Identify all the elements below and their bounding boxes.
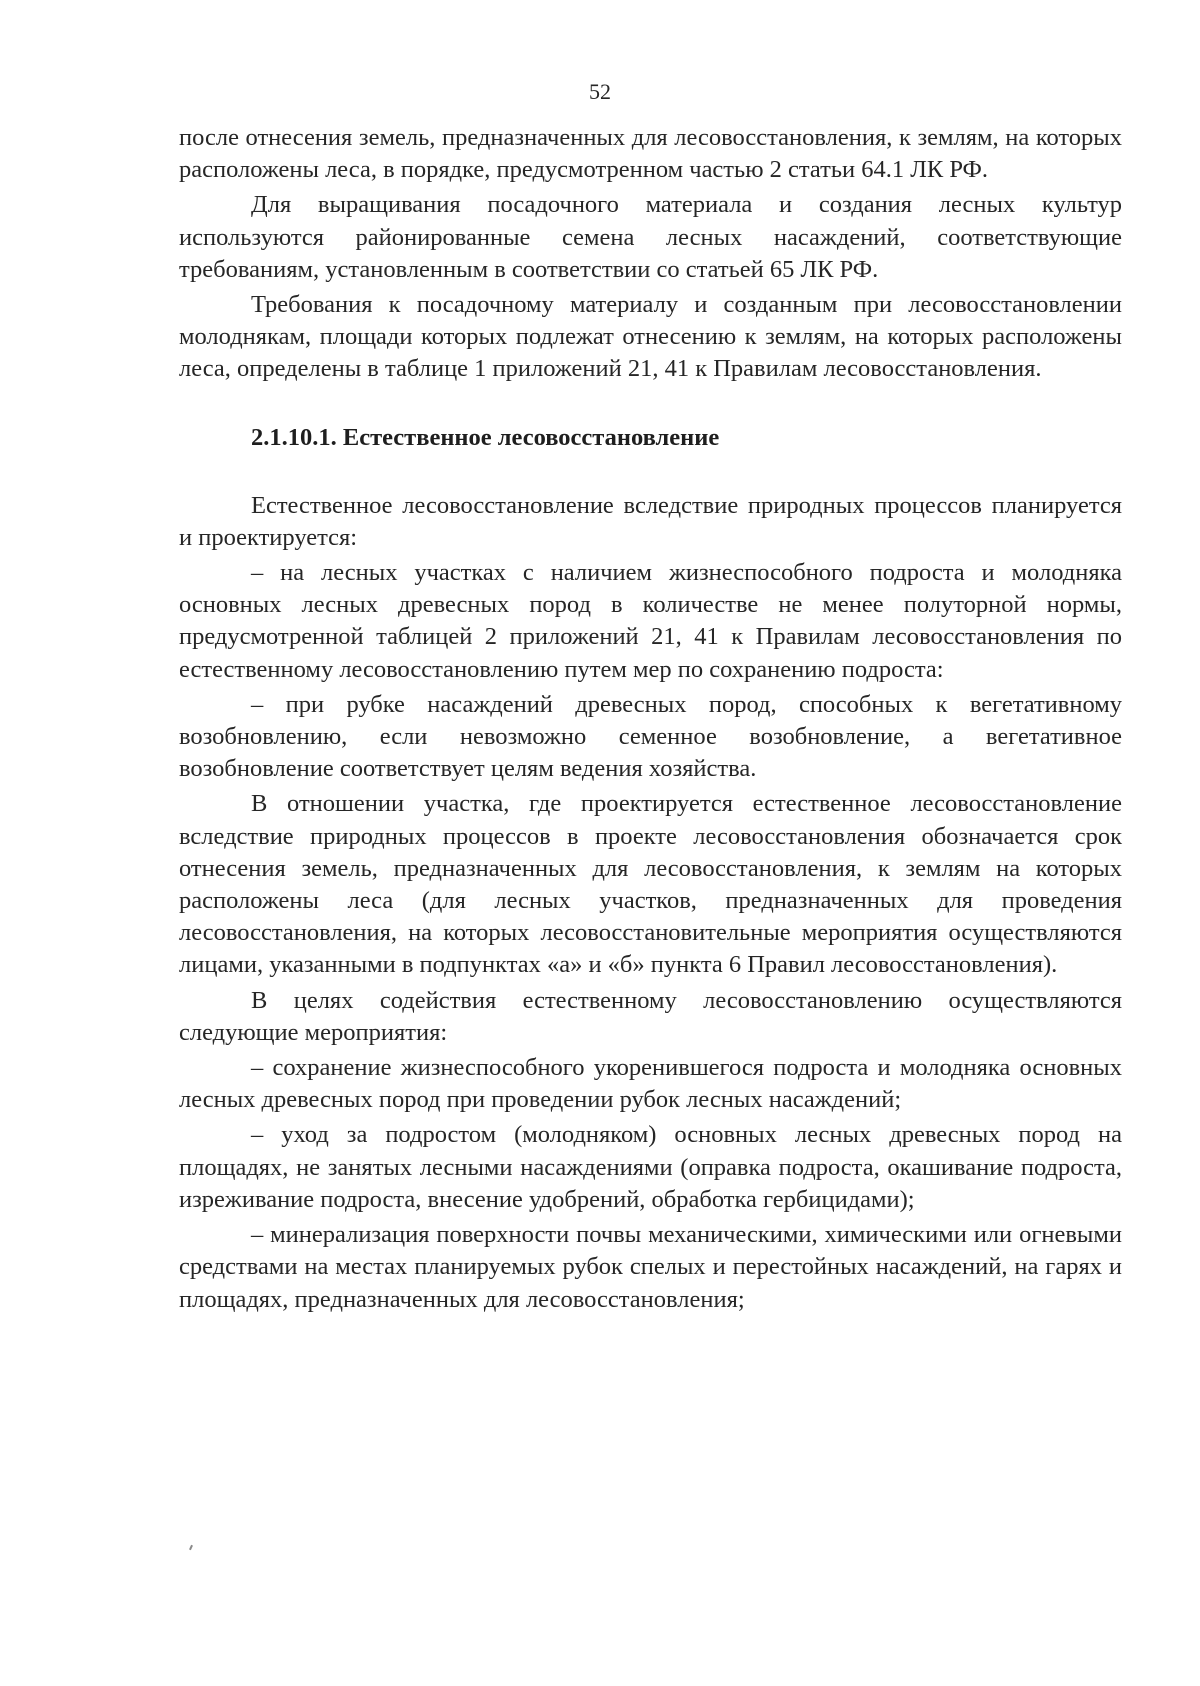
paragraph-natural-intro: Естественное лесовосстановление вследствие природных процессов планируется и проектируется: [179,491,1122,551]
list-item-care: – уход за подростом (молодняком) основных лесных древесных пород на площадях, не занятых лесными насаждениями (оправка подроста, окашивание подроста, изреживание подроста, внесение удобрений, обработка гербицидами); [179,1121,1122,1213]
scan-speck [189,1545,193,1550]
list-item-vegetative: – при рубке насаждений древесных пород, способных к вегетативному возобновлению, если невозможно семенное возобновление, а вегетативное возобновление соответствует целям ведения хозяйства. [179,690,1122,783]
page-number: 52 [589,79,611,104]
list-item-mineralization: – минерализация поверхности почвы механическими, химическими или огневыми средствами на местах планируемых рубок спелых и перестойных насаждений, на гарях и площадях, предназначенных для лесовосстановления; [179,1221,1122,1313]
paragraph-measures-intro: В целях содействия естественному лесовосстановлению осуществляются следующие мероприятия: [179,986,1122,1046]
paragraph-requirements: Требования к посадочному материалу и созданным при лесовосстановлении молоднякам, площади которых подлежат отнесению к землям, на которых расположены леса, определены в таблице 1 приложений 21, 41 к Правилам лесовосстановления. [179,291,1122,383]
section-heading: 2.1.10.1. Естественное лесовосстановление [251,423,720,451]
list-item-preservation: – сохранение жизнеспособного укоренившегося подроста и молодняка основных лесных древесных пород при проведении рубок лесных насаждений; [179,1054,1122,1114]
paragraph-site-term: В отношении участка, где проектируется естественное лесовосстановление вследствие природных процессов в проекте лесовосстановления обозначается срок отнесения земель, предназначенных для лесовосстановления, к землям на которых расположены леса (для лесных участков, предназначенных для проведения лесовосстановления, на которых лесовосстановительные мероприятия осуществляются лицами, указанными в подпунктах «а» и «б» пункта 6 Правил лесовосстановления). [179,790,1122,979]
paragraph-planting-material: Для выращивания посадочного материала и создания лесных культур используются районированные семена лесных насаждений, соответствующие требованиям, установленным в соответствии со статьей 65 ЛК РФ. [179,191,1122,283]
list-item-undergrowth: – на лесных участках с наличием жизнеспособного подроста и молодняка основных лесных древесных пород в количестве не менее полуторной нормы, предусмотренной таблицей 2 приложений 21, 41 к Правилам лесовосстановления по естественному лесовосстановлению путем мер по сохранению подроста: [179,559,1122,683]
paragraph-continuation: после отнесения земель, предназначенных для лесовосстановления, к землям, на которых расположены леса, в порядке, предусмотренном частью 2 статьи 64.1 ЛК РФ. [179,124,1122,184]
document-body [179,122,1122,1319]
